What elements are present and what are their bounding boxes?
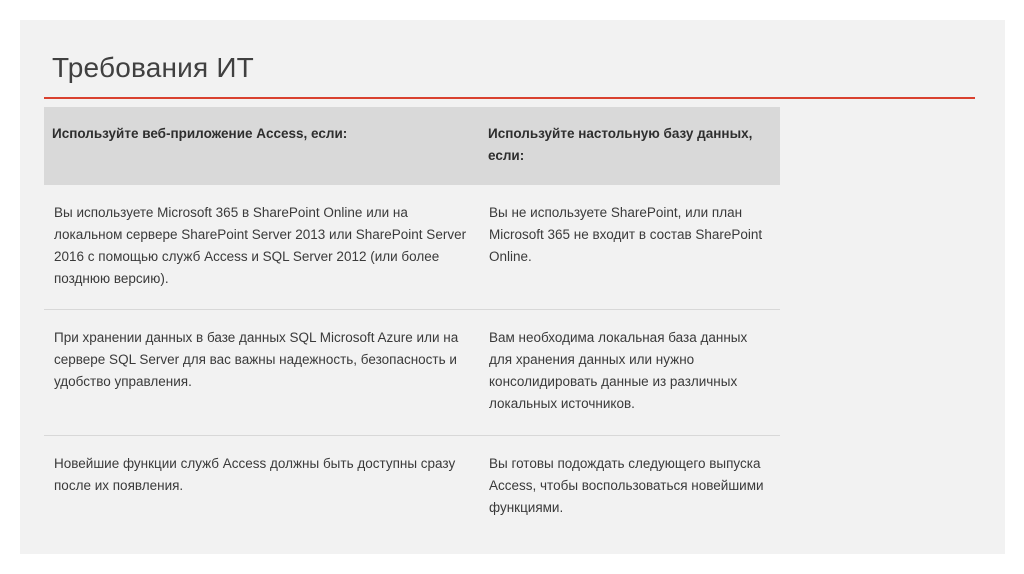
- table-header-row: [44, 107, 780, 185]
- slide: [20, 20, 1005, 554]
- comparison-table: [44, 107, 780, 560]
- header-desktop-db: Используйте настольную базу данных, если:: [488, 126, 753, 163]
- header-web-app: Используйте веб-приложение Access, если:: [52, 126, 348, 141]
- table-row: [44, 436, 780, 560]
- table-cell: Вы не используете SharePoint, или план Microsoft 365 не входит в состав SharePoint Online.: [489, 205, 763, 264]
- table-cell: Новейшие функции служб Access должны быть доступны сразу после их появления.: [54, 456, 456, 493]
- table-cell: Вы используете Microsoft 365 в SharePoint Online или на локальном сервере SharePoint Server 2013 или SharePoint Server 2016 с помощью служб Access и SQL Server 2012 (или более позднюю версию).: [54, 205, 467, 286]
- table-row: [44, 310, 780, 436]
- title-underline: [44, 97, 975, 99]
- slide-title: Требования ИТ: [52, 52, 254, 83]
- table-cell: Вы готовы подождать следующего выпуска Access, чтобы воспользоваться новейшими функциями.: [489, 456, 764, 515]
- table-cell: При хранении данных в базе данных SQL Microsoft Azure или на сервере SQL Server для вас важны надежность, безопасность и удобство управления.: [54, 330, 459, 389]
- table-cell: Вам необходима локальная база данных для хранения данных или нужно консолидировать данные из различных локальных источников.: [489, 330, 748, 411]
- table-row: [44, 185, 780, 310]
